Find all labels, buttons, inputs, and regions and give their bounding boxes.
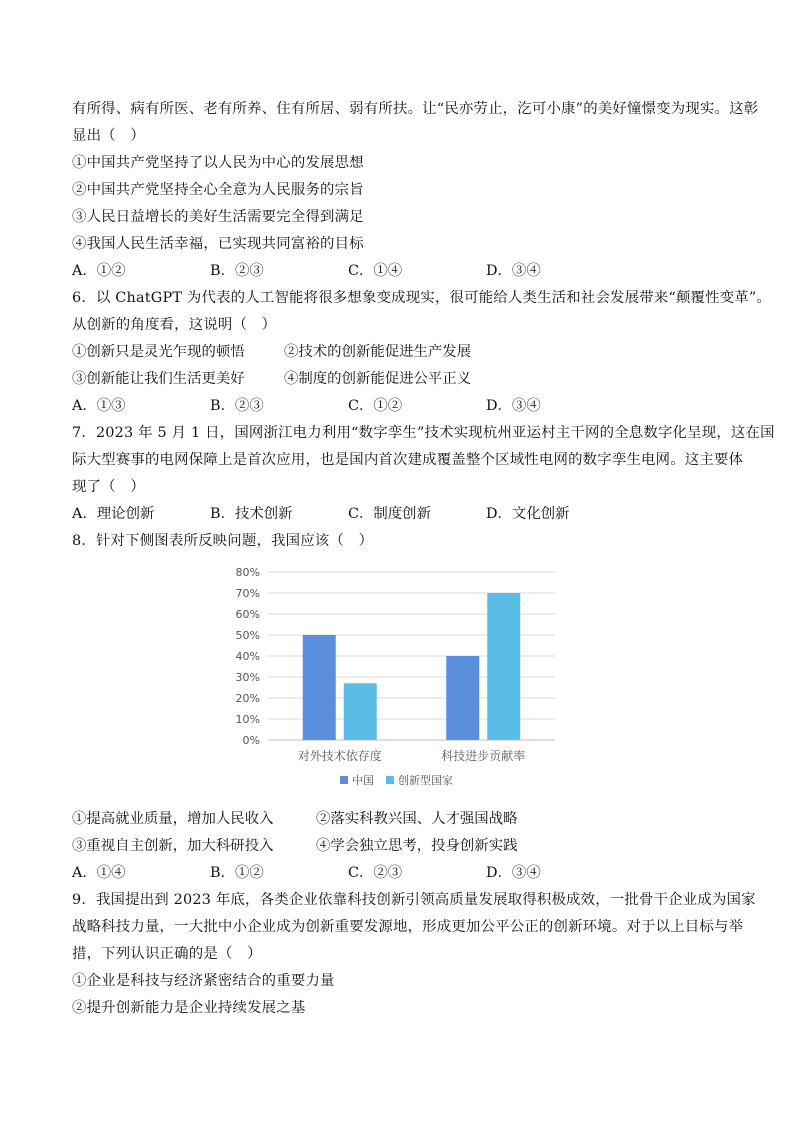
q7-stem-line1: 7．2023 年 5 月 1 日，国网浙江电力利用“数字孪生”技术实现杭州亚运村主干网的全息数字化呈现，这在国 — [72, 425, 775, 441]
q8-statement-4: ④学会独立思考，投身创新实践 — [316, 838, 518, 854]
q7-option-c[interactable]: C．制度创新 — [348, 506, 431, 522]
y-tick-label: 40% — [235, 650, 260, 663]
x-tick-label: 科技进步贡献率 — [441, 749, 526, 763]
y-tick-label: 10% — [235, 713, 260, 726]
q9-statement-1: ①企业是科技与经济紧密结合的重要力量 — [72, 973, 335, 989]
q5-option-b[interactable]: B．②③ — [210, 263, 264, 279]
q5-option-a[interactable]: A．①② — [72, 263, 126, 279]
x-tick-label: 对外技术依存度 — [297, 749, 382, 763]
q8-stem: 8．针对下侧图表所反映问题，我国应该（ ） — [72, 533, 374, 549]
bar — [303, 635, 336, 740]
q9-statement-2: ②提升创新能力是企业持续发展之基 — [72, 1000, 306, 1016]
q8-option-d[interactable]: D．③④ — [486, 865, 541, 881]
y-tick-label: 80% — [235, 566, 260, 579]
legend-swatch — [386, 776, 394, 784]
y-tick-label: 0% — [242, 734, 260, 747]
q5-statement-3: ③人民日益增长的美好生活需要完全得到满足 — [72, 209, 364, 225]
q5-option-c[interactable]: C．①④ — [348, 263, 403, 279]
q7-option-d[interactable]: D．文化创新 — [486, 506, 570, 522]
legend-swatch — [340, 776, 348, 784]
q5-stem-line2: 显出（ ） — [72, 128, 145, 144]
q8-option-c[interactable]: C．②③ — [348, 865, 403, 881]
q8-statement-1: ①提高就业质量，增加人民收入 — [72, 811, 274, 827]
legend-label: 中国 — [352, 774, 374, 787]
q7-option-b[interactable]: B．技术创新 — [210, 506, 293, 522]
y-tick-label: 20% — [235, 692, 260, 705]
q5-statement-4: ④我国人民生活幸福，已实现共同富裕的目标 — [72, 236, 364, 252]
q6-stem-line1: 6．以 ChatGPT 为代表的人工智能将很多想象变成现实，很可能给人类生活和社会发展带来“颠覆性变革”。 — [72, 290, 772, 306]
q7-stem-line3: 现了（ ） — [72, 479, 145, 495]
legend-label: 创新型国家 — [398, 774, 453, 787]
q5-stem-line1: 有所得、病有所医、老有所养、住有所居、弱有所扶。让“民亦劳止，汔可小康”的美好憧憬变为现实。这彰 — [72, 101, 759, 117]
q6-statement-3: ③创新能让我们生活更美好 — [72, 371, 245, 387]
q7-option-a[interactable]: A．理论创新 — [72, 506, 155, 522]
y-tick-label: 70% — [235, 587, 260, 600]
y-tick-label: 50% — [235, 629, 260, 642]
q6-option-d[interactable]: D．③④ — [486, 398, 541, 414]
q8-statement-3: ③重视自主创新，加大科研投入 — [72, 838, 274, 854]
q6-statement-2: ②技术的创新能促进生产发展 — [284, 344, 472, 360]
q9-stem-line1: 9．我国提出到 2023 年底，各类企业依靠科技创新引领高质量发展取得积极成效，一批骨干企业成为国家 — [72, 892, 756, 908]
q8-bar-chart — [220, 558, 570, 798]
q6-option-c[interactable]: C．①② — [348, 398, 403, 414]
q5-option-d[interactable]: D．③④ — [486, 263, 541, 279]
y-tick-label: 30% — [235, 671, 260, 684]
q9-stem-line2: 战略科技力量，一大批中小企业成为创新重要发源地，形成更加公平公正的创新环境。对于以上目标与举 — [72, 919, 744, 935]
q6-statement-1: ①创新只是灵光乍现的顿悟 — [72, 344, 245, 360]
q6-option-a[interactable]: A．①③ — [72, 398, 126, 414]
q8-option-b[interactable]: B．①② — [210, 865, 264, 881]
bar — [487, 593, 520, 740]
q8-statement-2: ②落实科教兴国、人才强国战略 — [316, 811, 518, 827]
q6-statement-4: ④制度的创新能促进公平正义 — [284, 371, 472, 387]
q8-option-a[interactable]: A．①④ — [72, 865, 126, 881]
chart-svg — [220, 558, 570, 798]
bar — [446, 656, 479, 740]
q7-stem-line2: 际大型赛事的电网保障上是首次应用，也是国内首次建成覆盖整个区域性电网的数字孪生电网。这主要体 — [72, 452, 744, 468]
q6-stem-line2: 从创新的角度看，这说明（ ） — [72, 317, 277, 333]
q6-option-b[interactable]: B．②③ — [210, 398, 264, 414]
y-tick-label: 60% — [235, 608, 260, 621]
q5-statement-2: ②中国共产党坚持全心全意为人民服务的宗旨 — [72, 182, 364, 198]
bar — [344, 683, 377, 740]
q5-statement-1: ①中国共产党坚持了以人民为中心的发展思想 — [72, 155, 364, 171]
q9-stem-line3: 措，下列认识正确的是（ ） — [72, 946, 262, 962]
